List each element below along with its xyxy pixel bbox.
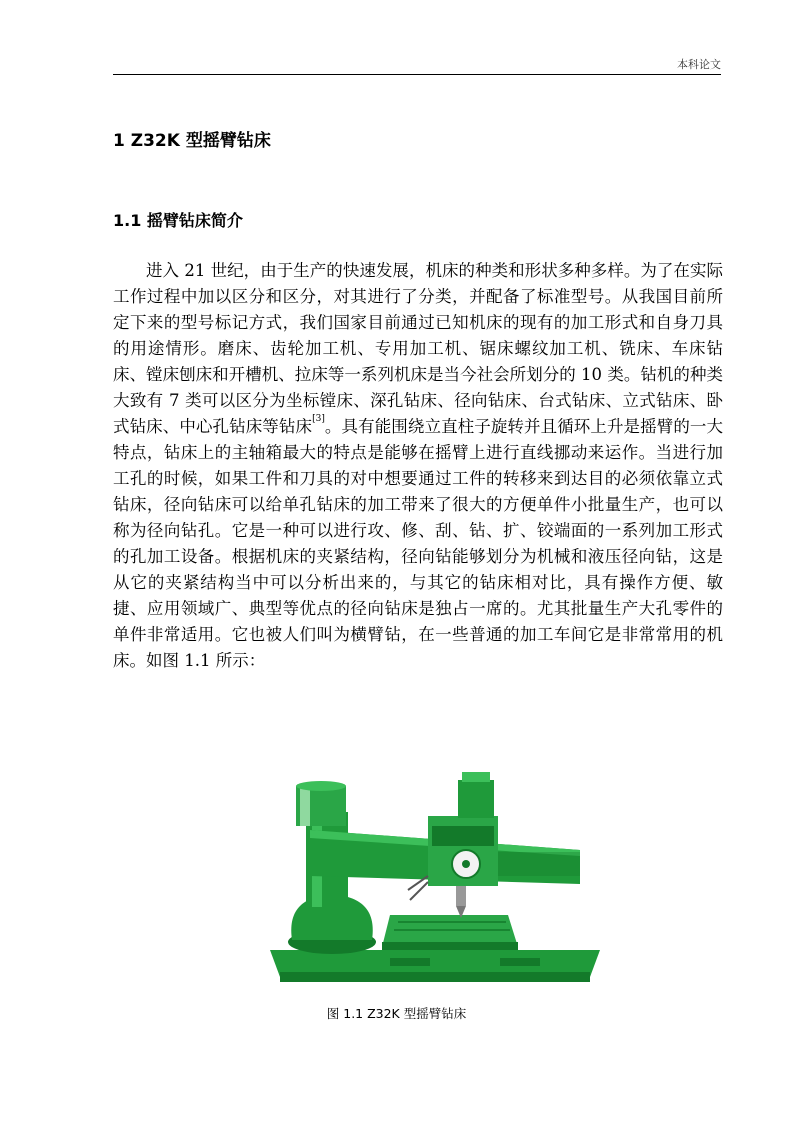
machine-base-front (280, 972, 590, 982)
spindle-motor (458, 780, 494, 818)
header-text: 本科论文 (677, 58, 721, 71)
body-paragraph (113, 258, 723, 674)
spindle (456, 886, 466, 906)
header-rule (113, 74, 721, 75)
radial-drill-illustration (270, 772, 610, 990)
body-text (113, 258, 723, 674)
section-title: 1.1 摇臂钻床简介 (113, 211, 243, 230)
figure-caption: 图 1.1 Z32K 型摇臂钻床 (326, 1006, 467, 1021)
base-slot-2 (500, 958, 540, 966)
body-part-2: 。具有能围绕立直柱子旋转并且循环上升是摇臂的一大特点，钻床上的主轴箱最大的特点是能够在摇臂上进行直线挪动来运作。当进行加工孔的时候，如果工件和刀具的对中想要通过工件的转移来到达目的必须依靠立式钻床，径向钻床可以给单孔钻床的加工带来了很大的方便单件小批量生产，也可以称为径向钻孔。它是一种可以进行攻、修、刮、钻、扩、铰端面的一系列加工形式的孔加工设备。根据机床的夹紧结构，径向钻能够划分为机械和液压径向钻，这是从它的夹紧结构当中可以分析出来的，与其它的钻床相对比，具有操作方便、敏捷、应用领域广、典型等优点的径向钻床是独占一席的。尤其批量生产大孔零件的单件非常适用。它也被人们叫为横臂钻，在一些普通的加工车间它是非常常用的机床。如图 1.1 所示： (113, 417, 724, 670)
citation-ref: [3] (312, 414, 325, 424)
work-table-front (382, 942, 518, 950)
body-part-1: 进入 21 世纪，由于生产的快速发展，机床的种类和形状多种多样。为了在实际工作过程中加以区分和区分，对其进行了分类，并配备了标准型号。从我国目前所定下来的型号标记方式，我们国家目前通过已知机床的现有的加工形式和自身刀具的用途情形。磨床、齿轮加工机、专用加工机、锯床螺纹加工机、铣床、车床钻床、镗床刨床和开槽机、拉床等一系列机床是当今社会所划分的 10 类。钻机的种类大致有 7 类可以区分为坐标镗床、深孔钻床、径向钻床、台式钻床、立式钻床、卧式钻床、中心孔钻床等钻床 (113, 261, 723, 436)
figure-drilling-machine (270, 772, 610, 990)
chapter-title: 1 Z32K 型摇臂钻床 (113, 131, 271, 151)
base-slot (390, 958, 430, 966)
